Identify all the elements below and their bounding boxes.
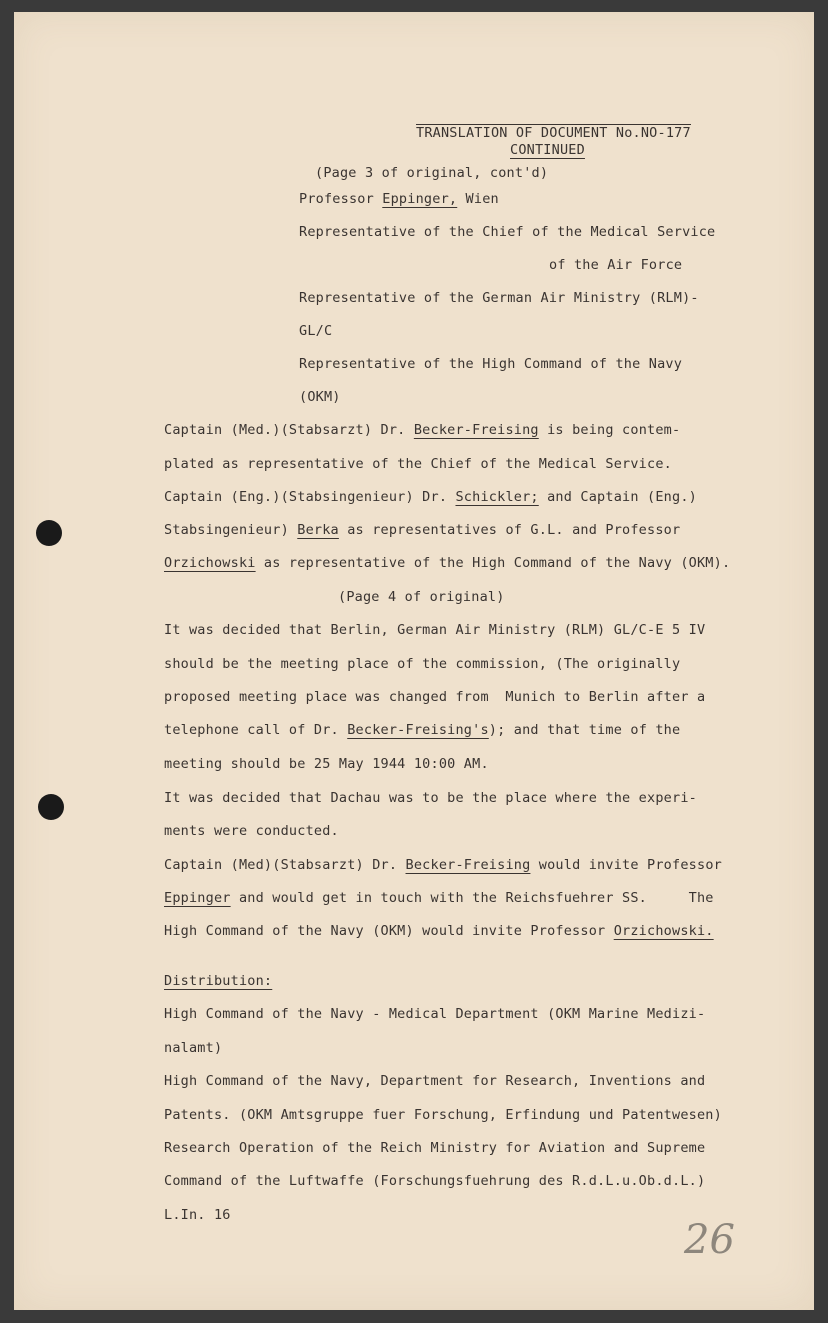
text-line: High Command of the Navy (OKM) would invite Professor Orzichowski. [164, 923, 714, 939]
text-line: should be the meeting place of the commission, (The originally [164, 656, 681, 672]
text-line: Representative of the Chief of the Medical Service [299, 224, 716, 240]
text-line: Orzichowski as representative of the High Command of the Navy (OKM). [164, 555, 731, 571]
text-line: Professor Eppinger, Wien [299, 191, 499, 207]
document-page [14, 12, 814, 1310]
text-line: It was decided that Berlin, German Air Ministry (RLM) GL/C-E 5 IV [164, 622, 706, 638]
text-line: (OKM) [299, 389, 341, 405]
text-line: L.In. 16 [164, 1207, 231, 1223]
text-line: Patents. (OKM Amtsgruppe fuer Forschung, Erfindung und Patentwesen) [164, 1107, 722, 1123]
text-line: plated as representative of the Chief of the Medical Service. [164, 456, 672, 472]
text-line: ments were conducted. [164, 823, 339, 839]
text-line: nalamt) [164, 1040, 223, 1056]
text-line: High Command of the Navy, Department for Research, Inventions and [164, 1073, 706, 1089]
text-line: Research Operation of the Reich Ministry for Aviation and Supreme [164, 1140, 706, 1156]
distribution-heading: Distribution: [164, 973, 273, 989]
text-line: Captain (Eng.)(Stabsingenieur) Dr. Schickler; and Captain (Eng.) [164, 489, 697, 505]
text-line: telephone call of Dr. Becker-Freising's); and that time of the [164, 722, 681, 738]
text-line: Captain (Med)(Stabsarzt) Dr. Becker-Freising would invite Professor [164, 857, 722, 873]
text-line: Captain (Med.)(Stabsarzt) Dr. Becker-Freising is being contem- [164, 422, 681, 438]
text-line: Stabsingenieur) Berka as representatives of G.L. and Professor [164, 522, 681, 538]
text-line: GL/C [299, 323, 333, 339]
text-line: meeting should be 25 May 1944 10:00 AM. [164, 756, 489, 772]
handwritten-page-number: 26 [684, 1217, 735, 1263]
text-line: proposed meeting place was changed from Munich to Berlin after a [164, 689, 706, 705]
text-line: It was decided that Dachau was to be the place where the experi- [164, 790, 697, 806]
text-line: Representative of the German Air Ministry (RLM)- [299, 290, 699, 306]
text-line: Eppinger and would get in touch with the Reichsfuehrer SS. The [164, 890, 714, 906]
text-line: Command of the Luftwaffe (Forschungsfuehrung des R.d.L.u.Ob.d.L.) [164, 1173, 706, 1189]
text-line: High Command of the Navy - Medical Department (OKM Marine Medizi- [164, 1006, 706, 1022]
page-reference: (Page 4 of original) [338, 589, 505, 605]
page-reference: (Page 3 of original, cont'd) [315, 165, 549, 181]
text-line: of the Air Force [549, 257, 683, 273]
text-line: Representative of the High Command of the Navy [299, 356, 683, 372]
punch-hole-top [36, 520, 62, 546]
continued-label: CONTINUED [510, 142, 585, 158]
document-title: TRANSLATION OF DOCUMENT No.NO-177 [416, 125, 691, 141]
punch-hole-bottom [38, 794, 64, 820]
